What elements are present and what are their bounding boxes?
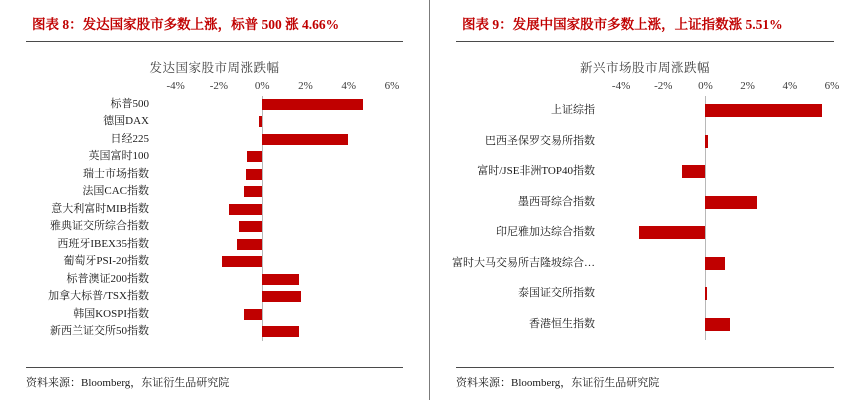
bar-row: [66, 271, 392, 289]
bar: [262, 291, 301, 302]
divider-top-right: [456, 41, 834, 42]
bar: [705, 104, 821, 117]
chart-title-left: 发达国家股市周涨跌幅: [149, 60, 280, 75]
bar-category-label: 雅典证交所综合指数: [50, 220, 149, 233]
bar-category-label: 英国富时100: [88, 150, 149, 163]
bar-category-label: 德国DAX: [103, 115, 149, 128]
bar-row: [103, 113, 392, 131]
chart-title-right: 新兴市场股市周涨跌幅: [579, 60, 710, 75]
bar: [222, 256, 262, 267]
bar-category-label: 葡萄牙PSI-20指数: [63, 255, 149, 268]
footer-left: [12, 367, 417, 390]
bar-row: [485, 126, 832, 157]
bar-row: [50, 323, 392, 341]
bar-row: [88, 148, 392, 166]
bar: [639, 226, 706, 239]
bar-category-label: 印尼雅加达综合指数: [496, 226, 595, 239]
bar: [246, 169, 262, 180]
bar: [705, 257, 724, 270]
bar-category-label: 加拿大标普/TSX指数: [48, 290, 149, 303]
figure-8-heading: 图表 8：发达国家股市多数上涨，标普 500 涨 4.66%: [32, 17, 340, 32]
x-axis-left: [154, 79, 400, 96]
bar-row: [496, 218, 832, 249]
bar: [682, 165, 706, 178]
bar-row: [477, 157, 832, 188]
bar: [705, 287, 707, 300]
bar: [247, 151, 262, 162]
axis-tick-label: 4%: [341, 79, 357, 92]
bar: [229, 204, 263, 215]
axis-tick-label: -4%: [166, 79, 185, 92]
axis-tick-label: -2%: [209, 79, 229, 92]
divider-top-left: [26, 41, 403, 42]
bar: [705, 196, 757, 209]
bar: [262, 134, 348, 145]
axis-tick-label: 2%: [740, 79, 755, 92]
bar: [259, 116, 262, 127]
bar: [705, 318, 729, 331]
bar-category-label: 富时大马交易所吉隆坡综合…: [452, 256, 595, 269]
axis-tick-label: 6%: [824, 79, 840, 92]
bar-category-label: 香港恒生指数: [529, 317, 595, 330]
bar-row: [50, 218, 392, 236]
bar-category-label: 日经225: [110, 132, 149, 145]
bar-category-label: 意大利富时MIB指数: [51, 202, 149, 215]
bar-category-label: 墨西哥综合指数: [518, 195, 595, 208]
bar-row: [51, 201, 392, 219]
figure-9-heading: 图表 9：发展中国家股市多数上涨，上证指数涨 5.51%: [462, 17, 783, 32]
bar-row: [82, 183, 392, 201]
bar-row: [63, 253, 392, 271]
footer-right: [442, 367, 848, 390]
bar-row: [110, 96, 392, 114]
bar-row: [551, 96, 832, 127]
figure-panel-right: [430, 0, 860, 400]
bar-category-label: 泰国证交所指数: [518, 287, 595, 300]
bar-category-label: 新西兰证交所50指数: [50, 325, 149, 338]
bar-row: [48, 288, 392, 306]
bar: [262, 99, 363, 110]
bar-row: [529, 309, 832, 340]
bar-row: [73, 306, 392, 324]
axis-tick-label: -4%: [611, 79, 631, 92]
axis-tick-label: 4%: [782, 79, 798, 92]
bar-category-label: 富时/JSE非洲TOP40指数: [477, 165, 595, 178]
bar-row: [452, 248, 832, 279]
chart-area-left: [18, 80, 401, 367]
source-note-right: 资料来源：Bloomberg，东证衍生品研究院: [456, 367, 834, 390]
x-axis-right: [600, 79, 840, 96]
bar-category-label: 韩国KOSPI指数: [73, 307, 149, 320]
bar: [705, 135, 708, 148]
bar-category-label: 标普500: [110, 97, 149, 110]
bar-category-label: 西班牙IBEX35指数: [57, 237, 149, 250]
axis-tick-label: 6%: [384, 79, 400, 92]
bar-row: [83, 166, 392, 184]
bar-row: [110, 131, 392, 149]
bar-category-label: 法国CAC指数: [82, 185, 149, 198]
bar-category-label: 标普澳证200指数: [66, 272, 149, 285]
bar-category-label: 上证综指: [551, 104, 595, 117]
source-note-left: 资料来源：Bloomberg，东证衍生品研究院: [26, 367, 403, 390]
bar: [262, 326, 298, 337]
bar-plot-right: [452, 96, 832, 340]
chart-area-right: [448, 79, 840, 367]
axis-tick-label: 0%: [698, 79, 713, 92]
bar: [237, 239, 262, 250]
axis-tick-label: -2%: [654, 79, 673, 92]
bar-row: [518, 187, 832, 218]
axis-tick-label: 0%: [254, 79, 270, 92]
bar: [239, 221, 262, 232]
bar-row: [57, 236, 392, 254]
axis-tick-label: 2%: [298, 79, 313, 92]
bar: [262, 274, 299, 285]
bar: [244, 186, 262, 197]
bar-plot-left: [48, 96, 392, 341]
bar-category-label: 巴西圣保罗交易所指数: [485, 134, 595, 147]
bar-category-label: 瑞士市场指数: [83, 167, 149, 180]
bar-row: [518, 279, 832, 310]
bar: [244, 309, 262, 320]
